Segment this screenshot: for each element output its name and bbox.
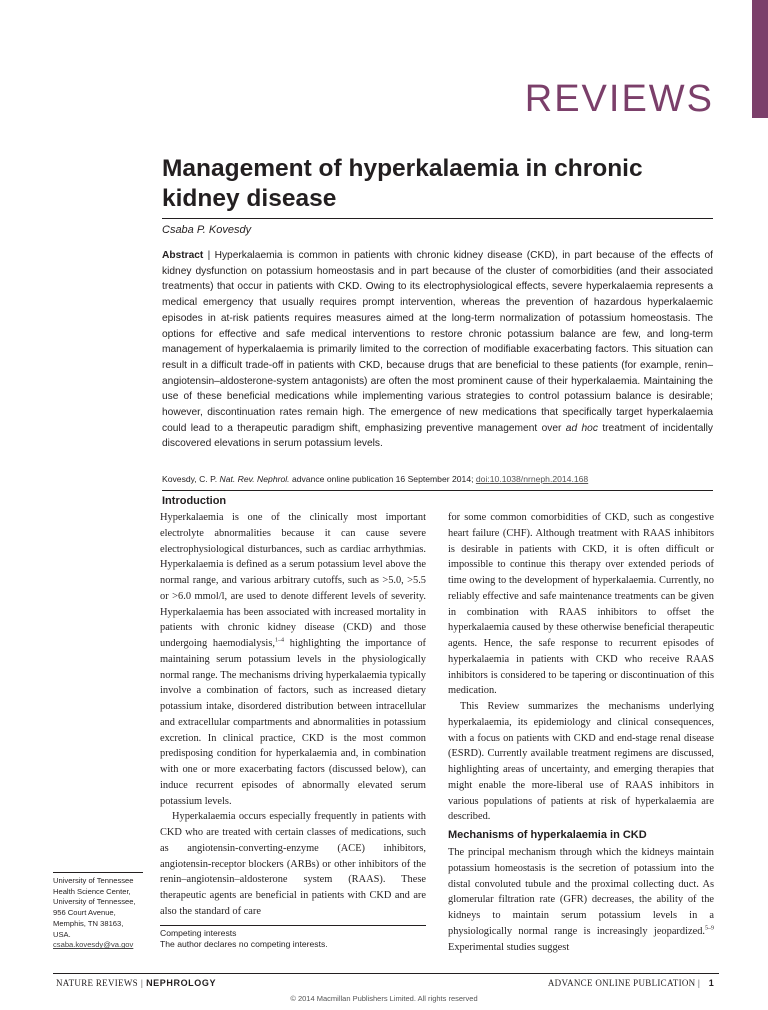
page-number: 1	[708, 978, 714, 988]
left-column	[160, 510, 426, 920]
copyright: © 2014 Macmillan Publishers Limited. All rights reserved	[290, 994, 478, 1003]
doi-link[interactable]: doi:10.1038/nrneph.2014.168	[475, 474, 589, 484]
affiliation-line: Memphis, TN 38163,	[53, 918, 124, 928]
mech-p1-text-a: The principal mechanism through which the kidneys maintain potassium homeostasis is the secretion of potassium into the distal convoluted tubule and the proximal collecting duct. As glomerular filtration rate (GFR) decreases, the ability of the kidneys to maintain serum potassium levels in a physiologically normal range is increasingly jeopardized.	[448, 847, 714, 937]
article-title: Management of hyperkalaemia in chronic kidney disease	[162, 155, 643, 212]
citation-author: Kovesdy, C. P.	[162, 474, 218, 484]
citation	[162, 474, 713, 484]
intro-paragraph-2: Hyperkalaemia occurs especially frequently in patients with CKD who are treated with certain classes of medications, such as angiotensin-converting-enzyme (ACE) inhibitors, angiotensin-receptor blockers (ARBs) or other inhibitors of the renin–angiotensin–aldosterone system (RAAS). These therapeutic agents are beneficial in patients with CKD and are also the standard of care	[160, 811, 426, 917]
author-email[interactable]: csaba.kovesdy@va.gov	[53, 940, 134, 950]
right-paragraph-1: for some common comorbidities of CKD, such as congestive heart failure (CHF). Although treatment with RAAS inhibitors is desirable in patients with CKD, it is often difficult or impossible to continue this therapy over extended periods of time owing to the development of hyperkalaemia. Currently, no reliably effective and safe maintenance treatments can be given in combination with RAAS inhibitors to offset the hyperkalaemia caused by these otherwise beneficial therapeutic agents. Hence, the safe response to recurrent episodes of hyperkalaemia in patients with CKD who receive RAAS inhibitors is considered to be tapering or discontinuation of this medication.	[448, 512, 714, 697]
publication-status: ADVANCE ONLINE PUBLICATION	[547, 978, 696, 988]
intro-heading: Introduction	[162, 495, 227, 507]
citation-details: advance online publication 16 September 2014;	[291, 474, 474, 484]
affiliation-line: Health Science Center,	[53, 886, 131, 896]
title-divider	[162, 218, 713, 219]
intro-p1-ref: 1–4	[274, 637, 284, 644]
citation-journal: Nat. Rev. Nephrol.	[219, 474, 290, 484]
right-paragraph-2: This Review summarizes the mechanisms underlying hyperkalaemia, its epidemiology and clinical consequences, with a focus on patients with CKD and end-stage renal disease (ESRD). Currently available treatment regimens are discussed, highlighting areas of uncertainty, and emerging therapies that might enable the more-liberal use of RAAS inhibitors in various populations of patients at risk of hyperkalaemia are described.	[448, 701, 714, 823]
affiliation-line: University of Tennessee,	[53, 897, 136, 907]
competing-heading: Competing interests	[160, 928, 237, 938]
intro-p1-text-a: Hyperkalaemia is one of the clinically most important electrolyte abnormalities because it can cause severe electrophysiological disturbances, such as cardiac arrhythmias. Hyperkalaemia is defined as a serum potassium level above the normal range, and various arbitrary cutoffs, such as >5.0, >5.5 or >6.0 mmol/l, are used to denote different levels of severity. Hyperkalaemia has been associated with increased mortality in patients with chronic kidney disease (CKD) and those undergoing haemodialysis,	[160, 512, 426, 649]
competing-text: The author declares no competing interests.	[160, 939, 328, 949]
mech-p1-text-b: Experimental studies suggest	[448, 941, 570, 953]
author-affiliation	[53, 872, 143, 951]
abstract	[162, 248, 713, 452]
abstract-text: | Hyperkalaemia is common in patients with chronic kidney disease (CKD), in part because of the effects of kidney dysfunction on potassium homeostasis and in part because of the cluster of comorbidities (and their associated treatments) that occur in patients with CKD. Owing to its electrophysiological effects, severe hyperkalaemia represents a medical emergency that usually requires prompt intervention, whereas the prevention of hazardous hyperkalaemic episodes in at-risk patients requires measures aimed at the long-term normalization of potassium homeostasis. The options for effective and safe medical interventions to restore chronic potassium balance are few, and long-term management of hyperkalaemia is primarily limited to the correction of modifiable exacerbating factors. This situation can result in a difficult trade-off in patients with CKD, because drugs that are beneficial to these patients (for example, renin–angiotensin–aldosterone-system antagonists) are often the most prominent cause of their hyperkalaemia. Maintaining the use of these beneficial medications while implementing various strategies to control potassium balance is desirable; however, discontinuation rates remain high. The emergence of new medications that specifically target hyperkalaemia could lead to a therapeutic paradigm shift, emphasizing preventive management over	[162, 250, 713, 434]
intro-paragraph-1	[160, 510, 426, 809]
intro-p1-text-b: highlighting the importance of maintaining serum potassium levels in the physiologically normal range. The mechanisms driving hyperkalaemia typically involve a combination of factors, such as increased dietary potassium intake, disordered distribution between intracellular and extracellular compartments and abnormalities in potassium excretion. In clinical practice, CKD is the most common predisposing condition for hyperkalaemia and, in combination with one or more exacerbating factors (discussed below), can induce recurrent episodes of abnormally elevated serum potassium levels.	[160, 638, 427, 807]
footer-publication: ADVANCE ONLINE PUBLICATION | 1	[547, 978, 714, 988]
competing-interests	[160, 925, 426, 950]
section-label: REVIEWS	[524, 78, 714, 120]
accent-bar	[752, 0, 768, 118]
article-author: Csaba P. Kovesdy	[162, 224, 252, 236]
affiliation-line: University of Tennessee	[53, 876, 134, 885]
abstract-label: Abstract	[162, 250, 204, 261]
journal-name: NEPHROLOGY	[146, 978, 217, 988]
journal-prefix: NATURE REVIEWS	[56, 978, 138, 988]
right-column	[448, 510, 714, 825]
abstract-end: treatment of incidentally discovered elevations in serum potassium levels.	[162, 422, 714, 450]
abstract-italic: ad hoc	[565, 422, 598, 434]
citation-divider	[162, 490, 713, 491]
mechanisms-column	[448, 845, 714, 955]
footer-journal: NATURE REVIEWS | NEPHROLOGY	[56, 978, 217, 988]
mechanisms-paragraph-1	[448, 845, 714, 955]
footer-divider	[53, 973, 719, 974]
mechanisms-heading: Mechanisms of hyperkalaemia in CKD	[448, 829, 647, 841]
affiliation-line: USA.	[53, 929, 71, 939]
mech-p1-ref: 5–9	[705, 925, 714, 932]
affiliation-line: 956 Court Avenue,	[53, 908, 116, 918]
